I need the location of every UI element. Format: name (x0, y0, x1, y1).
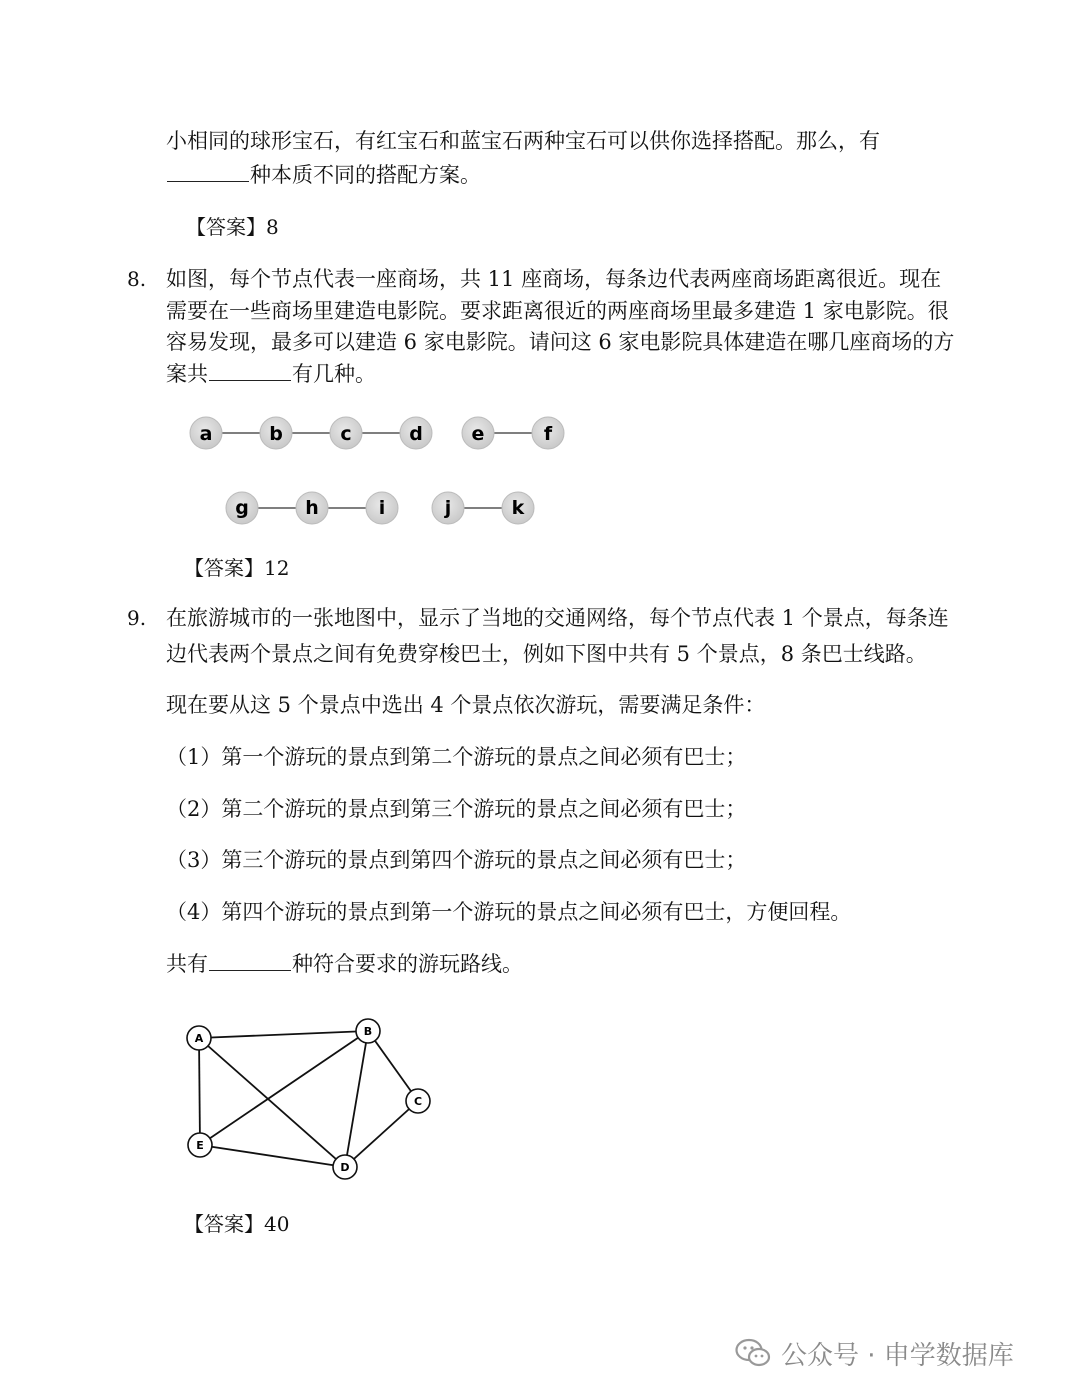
q8-line-1: 如图，每个节点代表一座商场，共 11 座商场，每条边代表两座商场距离很近。现在 (166, 267, 942, 291)
node-f (532, 417, 564, 449)
edge-A-B (199, 1031, 368, 1038)
node-a (190, 417, 222, 449)
q9-line-last-before: 共有 (166, 952, 208, 976)
node-c-label: c (340, 423, 352, 445)
edge-A-E (199, 1038, 200, 1145)
edge-C-D (345, 1101, 418, 1167)
node-f-label: f (543, 423, 553, 445)
node-j (432, 492, 464, 524)
node-j-label: j (444, 497, 452, 519)
q9-number: 9. (127, 606, 147, 630)
answer-label: 【答案】 (184, 556, 264, 580)
node-h (296, 492, 328, 524)
q9-line-3: 现在要从这 5 个景点中选出 4 个景点依次游玩，需要满足条件： (166, 693, 766, 717)
q9-line-1: 在旅游城市的一张地图中，显示了当地的交通网络，每个节点代表 1 个景点，每条连 (166, 606, 949, 630)
q9-answer (184, 1210, 289, 1238)
q9-condition-2: （2）第二个游玩的景点到第三个游玩的景点之间必须有巴士； (166, 797, 747, 821)
node-E-label: E (196, 1139, 204, 1152)
node-a-label: a (199, 423, 213, 445)
answer-value: 8 (266, 215, 279, 239)
node-D (333, 1155, 357, 1179)
q7-answer-blank (167, 161, 249, 182)
node-b (260, 417, 292, 449)
q7-answer (186, 213, 279, 241)
q8-answer-blank (209, 360, 291, 381)
node-e (462, 417, 494, 449)
node-D-label: D (340, 1161, 350, 1174)
node-B-label: B (363, 1025, 373, 1038)
node-E (188, 1133, 212, 1157)
node-C-label: C (413, 1095, 423, 1108)
node-k-label: k (511, 497, 525, 519)
node-b-label: b (269, 423, 283, 445)
answer-label: 【答案】 (186, 215, 266, 239)
node-A-label: A (194, 1032, 204, 1045)
bus-route-graph-diagram (175, 1010, 445, 1190)
node-h-label: h (305, 497, 319, 519)
node-B (356, 1019, 380, 1043)
bus-graph-nodes (187, 1019, 430, 1179)
node-i (366, 492, 398, 524)
edge-B-E (200, 1031, 368, 1145)
q8-line-3: 容易发现，最多可以建造 6 家电影院。请问这 6 家电影院具体建造在哪几座商场的方 (166, 330, 955, 354)
answer-value: 40 (264, 1212, 290, 1236)
node-g-label: g (235, 497, 249, 519)
edge-B-D (345, 1031, 368, 1167)
q8-line-4-after: 有几种。 (292, 362, 376, 386)
q9-condition-1: （1）第一个游玩的景点到第二个游玩的景点之间必须有巴士； (166, 745, 747, 769)
q9-condition-4: （4）第四个游玩的景点到第一个游玩的景点之间必须有巴士，方便回程。 (166, 900, 852, 924)
q9-condition-3: （3）第三个游玩的景点到第四个游玩的景点之间必须有巴士； (166, 848, 747, 872)
node-c (330, 417, 362, 449)
q8-line-4-before: 案共 (166, 362, 208, 386)
q8-number: 8. (127, 267, 147, 291)
node-g (226, 492, 258, 524)
q8-line-2: 需要在一些商场里建造电影院。要求距离很近的两座商场里最多建造 1 家电影院。很 (166, 299, 949, 323)
edge-B-C (368, 1031, 418, 1101)
node-d (400, 417, 432, 449)
q7-line-2 (166, 160, 481, 190)
wechat-watermark (735, 1333, 1014, 1373)
node-e-label: e (471, 423, 485, 445)
q9-line-2: 边代表两个景点之间有免费穿梭巴士，例如下图中共有 5 个景点，8 条巴士线路。 (166, 642, 927, 666)
watermark-text: 公众号 · 申学数据库 (781, 1340, 1014, 1371)
node-A (187, 1026, 211, 1050)
node-k (502, 492, 534, 524)
q8-answer (184, 554, 289, 582)
bus-graph-edges (199, 1031, 418, 1167)
node-C (406, 1089, 430, 1113)
q8-line-4 (166, 359, 376, 389)
q9-line-last (166, 949, 523, 979)
node-d-label: d (409, 423, 423, 445)
wechat-icon (735, 1338, 771, 1368)
mall-graph-diagram (180, 405, 580, 540)
q9-line-last-after: 种符合要求的游玩路线。 (292, 952, 523, 976)
q7-line-1: 小相同的球形宝石，有红宝石和蓝宝石两种宝石可以供你选择搭配。那么，有 (166, 129, 880, 153)
q9-answer-blank (209, 950, 291, 971)
q7-line-2-text: 种本质不同的搭配方案。 (250, 163, 481, 187)
node-i-label: i (378, 497, 386, 519)
answer-label: 【答案】 (184, 1212, 264, 1236)
answer-value: 12 (264, 556, 290, 580)
